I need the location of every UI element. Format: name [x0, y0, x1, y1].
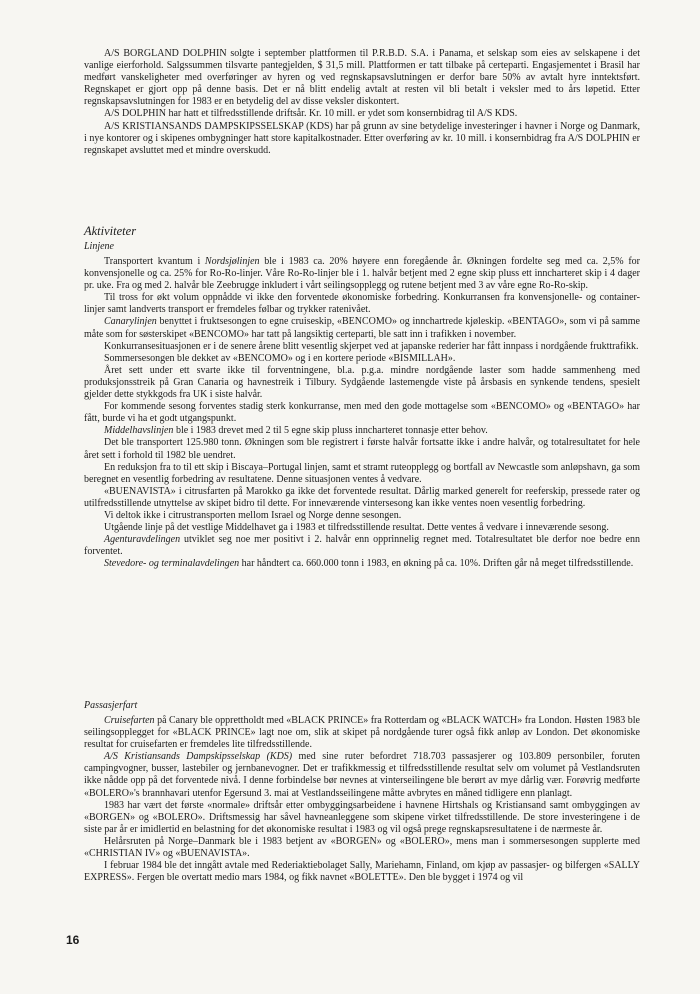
- kommende-sesong-paragraph: For kommende sesong forventes stadig sterk konkurranse, men med den gode mottagelse som «BENCOMO» og «BENTAGO» har fått, burde vi ha et godt utgangspunkt.: [84, 401, 640, 425]
- middelhavslinjen-paragraph: Middelhavslinjen ble i 1983 drevet med 2 til 5 egne skip pluss inncharteret tonnasje etter behov.: [104, 425, 488, 437]
- dolphin-paragraph: A/S DOLPHIN har hatt et tilfredsstillende driftsår. Kr. 10 mill. er ydet som konsernbidrag til A/S KDS.: [104, 108, 518, 120]
- normale-driftsar-paragraph: 1983 har vært det første «normale» driftsår etter ombyggingsarbeidene i havnene Hirtshals og Kristiansand samt ombyggingen av «BORGEN» og «BOLERO». Driftsmessig har såvel havneanleggene som skipene virket tilfredsstillende. De store investeringene i de siste par år er imidlertid en belastning for det økonomiske resultat i 1983 og vil også prege regnskapsresultatene i de nærmeste år.: [84, 799, 640, 835]
- cruisefarten-paragraph: Cruisefarten på Canary ble opprettholdt med «BLACK PRINCE» fra Rotterdam og «BLACK WATCH» fra London. Høsten 1983 ble seilingsopplegget for «BLACK PRINCE» lagt noe om, slik at skipet på nordgående turer også fikk anløp av London. Det økonomiske resultat for cruisefarten er fremdeles lite tilfredsstillende.: [84, 715, 640, 751]
- passasjerfart-section: [84, 700, 640, 884]
- buenavista-paragraph: «BUENAVISTA» i citrusfarten på Marokko ga ikke det forventede resultat. Dårlig marked generelt for reeferskip, pressede rater og utilfredsstillende utnyttelse av skipet bidro til dette. For inneværende vintersesong kan ikke ventes noen vesentlig forbedring.: [84, 485, 640, 509]
- stevedore-term: Stevedore- og terminalavdelingen: [104, 558, 240, 570]
- agenturavdelingen-term: Agenturavdelingen: [104, 534, 181, 546]
- kds-ruter-paragraph: A/S Kristiansands Dampskipsselskap (KDS) med sine ruter befordret 718.703 passasjerer og 103.809 personbiler, foruten campingvogner, busser, lastebiler og jernbanevogner. Det er trafikkmessig et tilfredsstillende resultat selv om volumet på Vestlandsruten ikke nådde opp på det forventede nivå. I denne forbindelse bør nevnes at vinterseilingene ble berørt av mye dårlig vær. Forøvrig medførte «BOLERO»'s brannhavari utenfor Egersund 3. mai at Vestlandsseilingene måtte avbrytes en måned tidligere enn planlagt.: [84, 751, 640, 799]
- borgland-dolphin-paragraph: A/S BORGLAND DOLPHIN solgte i september plattformen til P.R.B.D. S.A. i Panama, et selskap som eies av selskapene i det vanlige eierforhold. Salgssummen tilsvarte pantegjelden, $ 31,5 mill. Plattformen er tatt tilbake på certeparti. Engasjementet i Brasil har medført vanskeligheter med overføringer av hyren og ved regnskapsavslutningen er derfor bare 50% av avtalt hyre inntektsført. Regnskapet er gjort opp på denne basis. Det er nå blitt endelig avtalt at resten vil bli betalt i veksler med to års løpetid. Etter regnskapsavslutningen for 1983 er en betydelig del av disse veksler diskontert.: [84, 48, 640, 108]
- israel-paragraph: Vi deltok ikke i citrustransporten mellom Israel og Norge denne sesongen.: [104, 509, 402, 521]
- aktiviteter-heading: Aktiviteter: [84, 224, 137, 238]
- sally-express-paragraph: I februar 1984 ble det inngått avtale med Rederiaktiebolaget Sally, Mariehamn, Finland, om kjøp av passasjer- og bilfergen «SALLY EXPRESS». Fergen ble overtatt medio mars 1984, og fikk navnet «BOLETTE». Den ble bygget i 1974 og vil: [84, 860, 640, 884]
- reduksjon-paragraph: En reduksjon fra to til ett skip i Biscaya–Portugal linjen, samt et stramt ruteopplegg og bortfall av Newcastle som anløpshavn, ga som beregnet en vesentlig forbedring av resultatene. Denne situasjonen ventes å vedvare.: [84, 461, 640, 485]
- stevedore-paragraph: Stevedore- og terminalavdelingen har håndtert ca. 660.000 tonn i 1983, en økning på ca. 10%. Driften går nå meget tilfredsstillende.: [104, 558, 634, 570]
- kds-term: A/S Kristiansands Dampskipsselskap (KDS): [104, 751, 293, 763]
- agenturavdelingen-paragraph: Agenturavdelingen utviklet seg noe mer positivt i 2. halvår enn opprinnelig regnet med. Totalresultatet ble derfor noe bedre enn forventet.: [84, 534, 640, 558]
- middelhavslinjen-term: Middelhavslinjen: [104, 425, 174, 437]
- helarsruten-paragraph: Helårsruten på Norge–Danmark ble i 1983 betjent av «BORGEN» og «BOLERO», mens man i sommersesongen supplerte med «CHRISTIAN IV» og «BUENAVISTA».: [84, 835, 640, 860]
- page-number: 16: [66, 933, 80, 947]
- aret-paragraph: Året sett under ett svarte ikke til forventningene, bl.a. p.g.a. mindre nordgående laster som hadde sammenheng med produksjonsstreik på Gran Canaria og havnestreik i Tilbury. Sydgående lastemengde viste på årsbasis en synkende tendens, spesielt gjelder dette stykkgods fra UK i siste halvår.: [84, 364, 640, 401]
- canarylinjen-term: Canarylinjen: [104, 316, 157, 328]
- utgaende-linje-paragraph: Utgående linje på det vestlige Middelhavet ga i 1983 et tilfredsstillende resultat. Dette ventes å vedvare i inneværende sesong.: [104, 522, 609, 534]
- passasjerfart-subheading: Passasjerfart: [84, 700, 138, 711]
- nordsjolinjen-term: Nordsjølinjen: [204, 256, 260, 267]
- kds-paragraph: A/S KRISTIANSANDS DAMPSKIPSSELSKAP (KDS) har på grunn av sine betydelige investeringer i havner i Norge og Danmark, i nye kontorer og i skipenes ombygninger hatt store kapitalkostnader. Etter overføring av kr. 10 mill. i konsernbidrag fra A/S DOLPHIN er regnskapet avsluttet med et mindre overskudd.: [84, 120, 640, 156]
- intro-section: [84, 48, 640, 157]
- sommersesong-paragraph: Sommersesongen ble dekket av «BENCOMO» og i en kortere periode «BISMILLAH».: [104, 352, 456, 364]
- nordsjolinjen-paragraph: Transportert kvantum i Nordsjølinjen ble i 1983 ca. 20% høyere enn foregående år. Økningen fordelte seg med ca. 2,5% for konvensjonelle og ca. 25% for Ro-Ro-linjer. Våre Ro-Ro-linjer ble i 1. halvår betjent med 2 egne skip pluss ett inncharteret skip i 4 dager pr. uke. Fra og med 2. halvår ble Zeebrugge inkludert i vårt seilingsopplegg og rutene betjent med 3 av våre egne Ro-Ro-skip.: [84, 256, 640, 292]
- konkurranse-paragraph: Konkurransesituasjonen er i de senere årene blitt vesentlig skjerpet ved at japanske rederier har fått innpass i nordgående frukttrafikk.: [104, 340, 639, 352]
- competition-paragraph: Til tross for økt volum oppnådde vi ikke den forventede økonomiske forbedring. Konkurransen fra konvensjonelle- og container-linjer samt landverts transport er fremdeles følbar og trykker ratenivået.: [84, 292, 640, 316]
- transportert-paragraph: Det ble transportert 125.980 tonn. Økningen som ble registrert i første halvår fortsatte ikke i andre halvår, og totalresultatet for hele året sett i forhold til 1982 ble uendret.: [84, 437, 640, 461]
- linjene-subheading: Linjene: [84, 241, 114, 252]
- cruisefarten-term: Cruisefarten: [104, 715, 155, 726]
- aktiviteter-section: [84, 224, 640, 570]
- canarylinjen-paragraph: Canarylinjen benyttet i fruktsesongen to egne cruiseskip, «BENCOMO» og innchartrede kjøleskip. «BENTAGO», som vi på samme måte som for søsterskipet «BENCOMO» har tatt på langsiktig certeparti, ble satt inn i trafikken i november.: [84, 316, 640, 340]
